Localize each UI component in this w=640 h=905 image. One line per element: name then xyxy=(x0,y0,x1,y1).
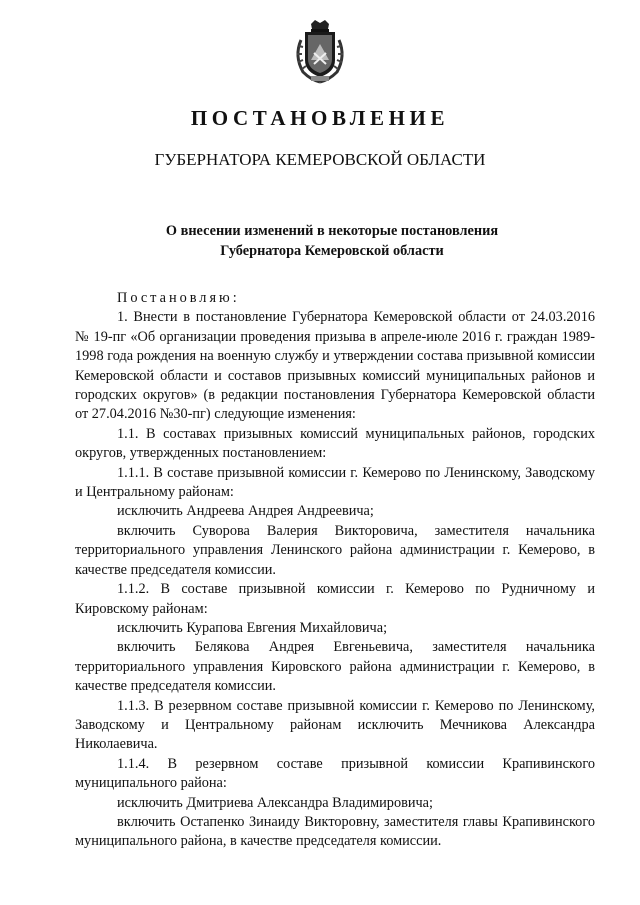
paragraph: включить Остапенко Зинаиду Викторовну, заместителя главы Крапивинского муниципального района, в качестве председателя комиссии. xyxy=(75,813,595,850)
paragraph: исключить Андреева Андрея Андреевича; xyxy=(117,503,374,520)
paragraph: исключить Курапова Евгения Михайловича; xyxy=(117,619,388,636)
resolution-heading xyxy=(70,221,594,261)
paragraph: 1.1. В составах призывных комиссий муниципальных районов, городских округов, утвержденных постановлением: xyxy=(75,425,595,462)
document-subtitle: ГУБЕРНАТОРА КЕМЕРОВСКОЙ ОБЛАСТИ xyxy=(154,150,486,169)
paragraph: включить Белякова Андрея Евгеньевича, заместителя начальника территориального управления Кировского района администрации г. Кемерово, в качестве председателя комиссии. xyxy=(75,639,595,695)
resolution-body xyxy=(75,289,595,852)
paragraph: 1. Внести в постановление Губернатора Кемеровской области от 24.03.2016 № 19-пг «Об организации проведения призыва в апреле-июле 2016 г. граждан 1989-1998 года рождения на военную службу и утверждении состава призывной комиссии Кемеровской области и составов призывных комиссий муниципальных районов и городских округов» (в редакции постановления Губернатора Кемеровской области от 27.04.2016 №30-пг) следующие изменения: xyxy=(75,309,595,423)
heading-line-1: О внесении изменений в некоторые постановления xyxy=(165,223,499,239)
paragraph: исключить Дмитриева Александра Владимировича; xyxy=(117,794,433,811)
heading-line-2: Губернатора Кемеровской области xyxy=(220,243,444,259)
paragraph: 1.1.2. В составе призывной комиссии г. Кемерово по Рудничному и Кировскому районам: xyxy=(75,581,595,617)
paragraph: 1.1.4. В резервном составе призывной комиссии Крапивинского муниципального района: xyxy=(75,755,595,792)
paragraph: включить Суворова Валерия Викторовича, заместителя начальника территориального управления Ленинского района администрации г. Кемерово, в качестве председателя комиссии. xyxy=(75,522,595,578)
paragraph: 1.1.3. В резервном составе призывной комиссии г. Кемерово по Ленинскому, Заводскому и Центральному районам исключить Мечникова Александра Николаевича. xyxy=(75,697,595,753)
coat-of-arms-icon xyxy=(291,20,349,84)
paragraph: Постановляю: xyxy=(117,290,240,306)
document-title: ПОСТАНОВЛЕНИЕ xyxy=(190,106,450,130)
paragraph: 1.1.1. В составе призывной комиссии г. Кемерово по Ленинскому, Заводскому и Центральному районам: xyxy=(75,464,595,501)
